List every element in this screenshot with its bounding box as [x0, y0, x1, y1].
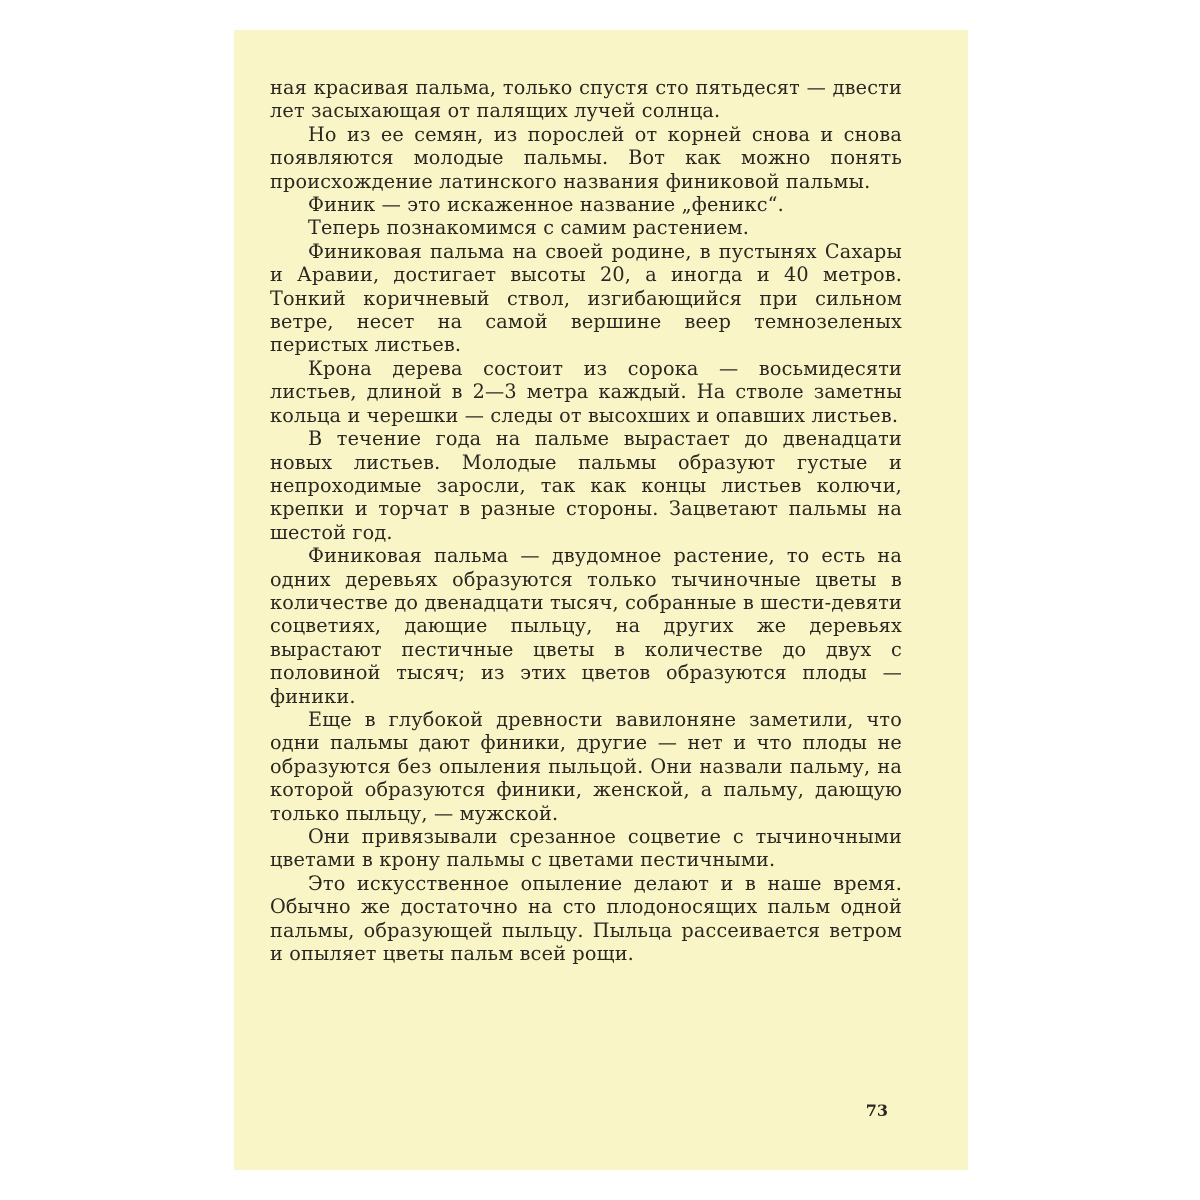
- paragraph: Финиковая пальма — двудомное растение, то есть на одних деревьях образуются только тычиночные цветы в количестве до двенадцати тысяч, собранные в шести-девяти соцветиях, дающие пыльцу, на других же деревьях вырастают пестичные цветы в количестве до двух с половиной тысяч; из этих цветов образуются плоды — финики.: [270, 544, 902, 708]
- paragraph: Финиковая пальма на своей родине, в пустынях Сахары и Аравии, достигает высоты 20, а иногда и 40 метров. Тонкий коричневый ствол, изгибающийся при сильном ветре, несет на самой вершине веер темнозеленых перистых листьев.: [270, 239, 902, 357]
- paragraph: Еще в глубокой древности вавилоняне заметили, что одни пальмы дают финики, другие — нет и что плоды не образуются без опыления пыльцой. Они назвали пальму, на которой образуются финики, женской, а пальму, дающую только пыльцу, — мужской.: [270, 707, 902, 825]
- body-text: [270, 76, 902, 965]
- page-number: 73: [865, 1101, 888, 1120]
- paragraph: Это искусственное опыление делают и в наше время. Обычно же достаточно на сто плодоносящих пальм одной пальмы, образующей пыльцу. Пыльца рассеивается ветром и опыляет цветы пальм всей рощи.: [270, 871, 902, 966]
- paragraph: Они привязывали срезанное соцветие с тычиночными цветами в крону пальмы с цветами пестичными.: [270, 825, 902, 872]
- paragraph: Теперь познакомимся с самим растением.: [308, 216, 750, 240]
- paragraph: В течение года на пальме вырастает до двенадцати новых листьев. Молодые пальмы образуют густые и непроходимые заросли, так как концы листьев колючи, крепки и торчат в разные стороны. Зацветают пальмы на шестой год.: [270, 427, 902, 544]
- book-page: [234, 30, 968, 1170]
- paragraph: Крона дерева состоит из сорока — восьмидесяти листьев, длиной в 2—3 метра каждый. На стволе заметны кольца и черешки — следы от высохших и опавших листьев.: [270, 356, 902, 427]
- paragraph-continued: ная красивая пальма, только спустя сто пятьдесят — двести лет засыхающая от палящих лучей солнца.: [270, 76, 902, 123]
- paragraph: Но из ее семян, из порослей от корней снова и снова появляются молодые пальмы. Вот как можно понять происхождение латинского названия финиковой пальмы.: [270, 122, 902, 193]
- paragraph: Финик — это искаженное название „феникс“.: [308, 193, 784, 217]
